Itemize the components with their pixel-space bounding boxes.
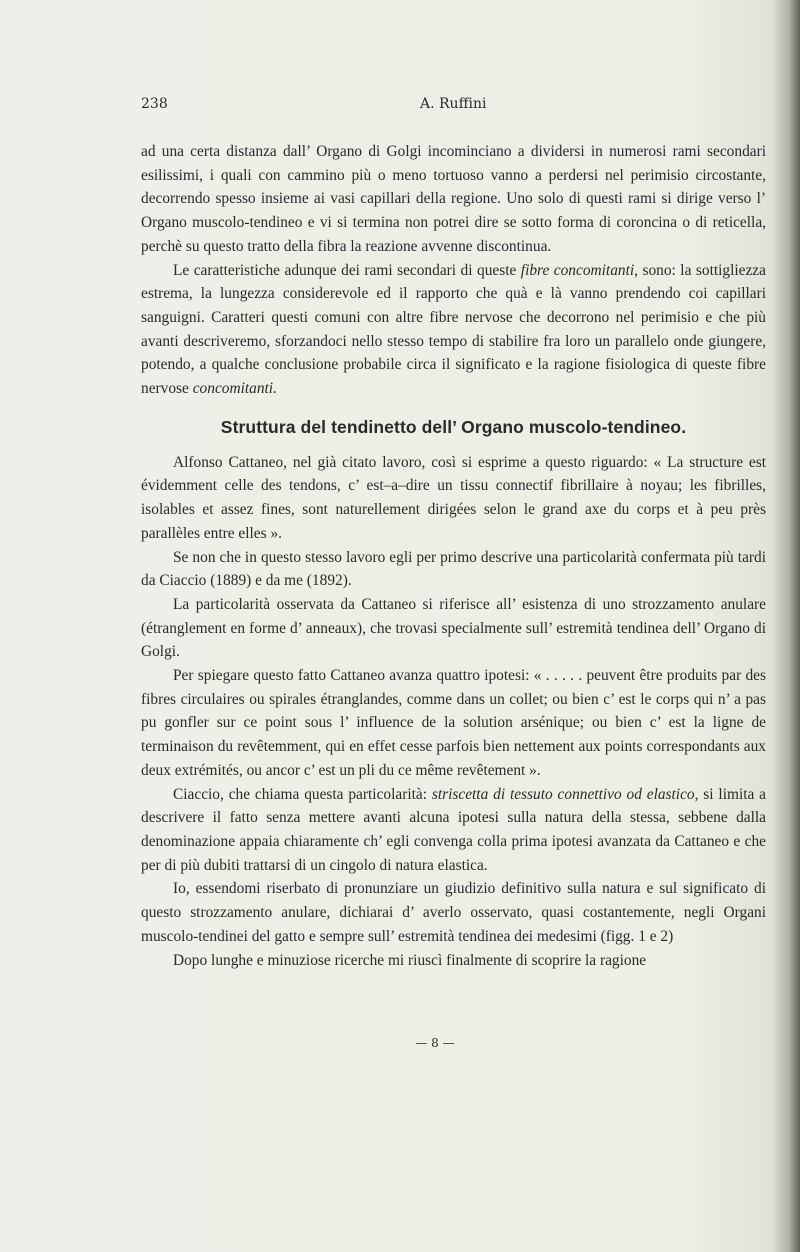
section-title: Struttura del tendinetto dell’ Organo muscolo-tendineo. xyxy=(220,416,687,437)
paragraph: Alfonso Cattaneo, nel già citato lavoro, così si esprime a questo riguardo: « La structure est évidemment celle des tendons, c’ est–a–dire un tissu connectif fibrillaire à noyau; les fibrilles, isolables et assez fines, sont naturellement dirigées selon le grand axe du corps et à peu près parallèles entre elles ». xyxy=(141,453,766,542)
paragraph xyxy=(141,259,766,401)
italic-term: fibre concomitanti, xyxy=(520,261,638,279)
body-text xyxy=(141,140,766,972)
paragraph: Dopo lunghe e minuziose ricerche mi riuscì finalmente di scoprire la ragione xyxy=(173,951,647,969)
text-run: Le caratteristiche adunque dei rami secondari di queste xyxy=(173,261,521,279)
running-head: A. Ruffini xyxy=(420,96,487,112)
page-number: 238 xyxy=(141,96,168,112)
page-edge-shadow xyxy=(772,0,800,1252)
text-run: Ciaccio, che chiama questa particolarità: xyxy=(173,785,432,803)
signature-mark: — 8 — xyxy=(415,1036,455,1050)
page-header xyxy=(0,96,800,116)
paragraph: La particolarità osservata da Cattaneo si riferisce all’ esistenza di uno strozzamento anulare (étranglement en forme d’ anneaux), che trovasi specialmente sull’ estremità tendinea dell’ Organo di Golgi. xyxy=(141,595,766,661)
italic-term: concomitanti. xyxy=(192,380,277,398)
paragraph: Per spiegare questo fatto Cattaneo avanza quattro ipotesi: « . . . . . peuvent être produits par des fibres circulaires ou spirales étranglandes, comme dans un collet; ou bien c’ est le corps qui n’ a pas pu gonfler sur ce point sous l’ influence de la solution arsénique; ou bien c’ est la ligne de terminaison du revêtemment, qui en effet cesse parfois bien nettement aux points correspondants aux deux extrémités, ou ancor c’ est un pli du ce même revêtement ». xyxy=(141,667,766,779)
italic-term: striscetta di tessuto connettivo od elastico, xyxy=(431,785,699,803)
paragraph xyxy=(141,783,766,878)
paragraph: ad una certa distanza dall’ Organo di Golgi incominciano a dividersi in numerosi rami secondari esilissimi, i quali con cammino più o meno tortuoso vanno a perdersi nel perimisio circostante, decorrendo spesso insieme ai vasi capillari della regione. Uno solo di questi rami si dirige verso l’ Organo muscolo-tendineo e vi si termina non potrei dire se sotto forma di coroncina o di reticella, perchè su questo tratto della fibra la reazione avvenne discontinua. xyxy=(141,143,766,255)
text-run: sono: la sottigliezza estrema, la lungezza considerevole ed il rapporto che quà e là vanno prendendo coi capillari sanguigni. Caratteri questi comuni con altre fibre nervose che decorrono nel perimisio e che più avanti descriveremo, sforzandoci nello stesso tempo di stabilire fra loro un parallelo onde giungere, potendo, a qualche conclusione probabile circa il significato e la ragione fisiologica di queste fibre nervose xyxy=(141,261,766,398)
paragraph: Se non che in questo stesso lavoro egli per primo descrive una particolarità confermata più tardi da Ciaccio (1889) e da me (1892). xyxy=(141,548,766,590)
text-run: si limita a descrivere il fatto senza mettere avanti alcuna ipotesi sulla natura della stessa, sebbene dalla denominazione appaia chiaramente ch’ egli convenga colla prima ipotesi avanzata da Cattaneo e che per di più dubiti trattarsi di un cingolo di natura elastica. xyxy=(141,785,767,874)
paragraph: Io, essendomi riserbato di pronunziare un giudizio definitivo sulla natura e sul significato di questo strozzamento anulare, dichiarai d’ averlo osservato, quasi costantemente, negli Organi muscolo-tendinei del gatto e sempre sull’ estremità tendinea dei medesimi (figg. 1 e 2) xyxy=(141,880,766,945)
